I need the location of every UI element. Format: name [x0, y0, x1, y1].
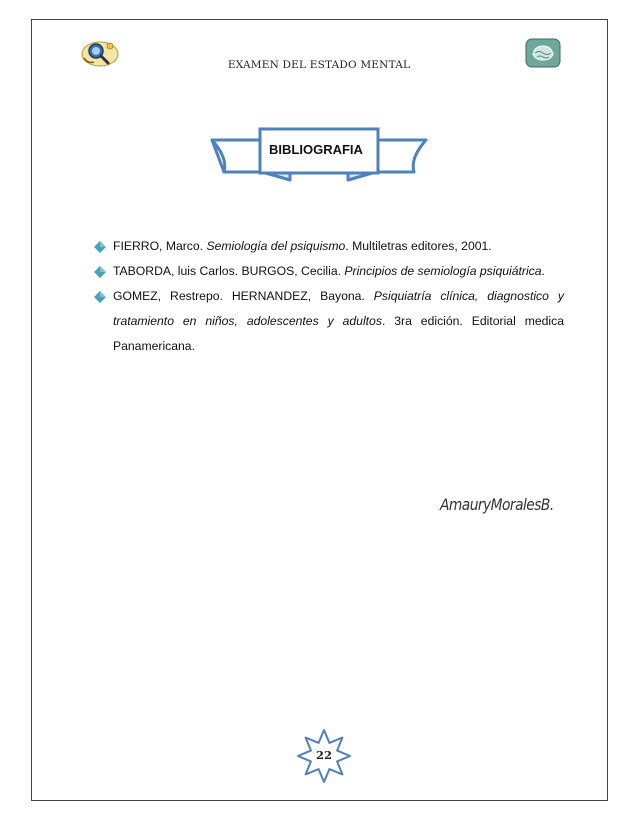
- ribbon-banner-icon: [206, 126, 432, 188]
- header-title: EXAMEN DEL ESTADO MENTAL: [227, 59, 411, 71]
- bibliography-text: [113, 234, 564, 259]
- bibliography-text: [113, 284, 564, 359]
- reference-publisher: . Multiletras editores, 2001.: [345, 239, 492, 253]
- reference-title: Semiología del psiquismo: [206, 239, 346, 253]
- author-signature: AmauryMoralesB.: [440, 495, 554, 514]
- reference-authors: FIERRO, Marco.: [113, 239, 207, 253]
- reference-authors: TABORDA, luis Carlos. BURGOS, Cecilia.: [113, 264, 345, 278]
- bibliography-text: [113, 259, 564, 284]
- reference-title: Psiquiatría clínica, diagnostico y tratamiento en niños, adolescentes y adultos: [113, 289, 564, 328]
- diamond-bullet-icon: [94, 291, 106, 303]
- banner-label: BIBLIOGRAFIA: [269, 142, 363, 157]
- bibliography-item: [92, 259, 564, 284]
- diamond-bullet-icon: [94, 241, 106, 253]
- diamond-bullet-icon: [94, 266, 106, 278]
- bibliography-list: [92, 234, 564, 359]
- reference-title: Principios de semiología psiquiátrica: [344, 264, 542, 278]
- page-number: 22: [315, 748, 332, 762]
- bibliography-item: [92, 234, 564, 259]
- reference-publisher: .: [541, 264, 545, 278]
- reference-authors: GOMEZ, Restrepo. HERNANDEZ, Bayona.: [113, 289, 374, 303]
- reference-publisher: . 3ra edición. Editorial medica Panamericana.: [113, 314, 564, 353]
- bibliography-item: [92, 284, 564, 359]
